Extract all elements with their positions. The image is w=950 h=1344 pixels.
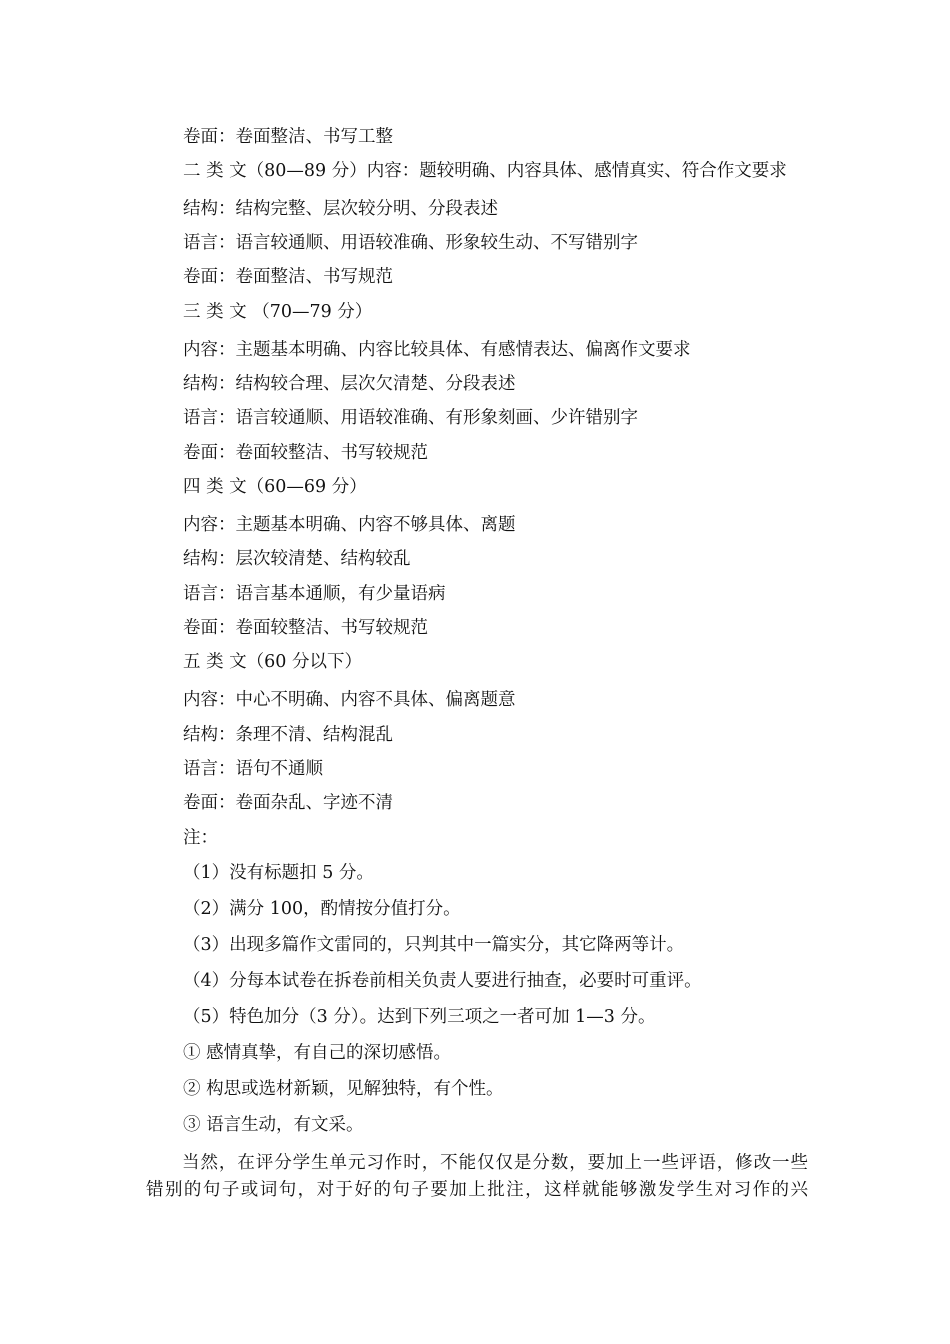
text-line: （4）分每本试卷在拆卷前相关负责人要进行抽查，必要时可重评。: [183, 971, 702, 991]
text-line: 内容：中心不明确、内容不具体、偏离题意: [183, 690, 516, 710]
text-line: （2）满分 100，酌情按分值打分。: [183, 899, 461, 919]
text-line: （3）出现多篇作文雷同的，只判其中一篇实分，其它降两等计。: [183, 935, 685, 955]
text-line: 卷面：卷面整洁、书写工整: [183, 127, 393, 147]
text-line: （5）特色加分（3 分）。达到下列三项之一者可加 1—3 分。: [183, 1007, 656, 1027]
text-line: 四 类 文（60—69 分）: [183, 477, 367, 497]
text-line: 语言：语句不通顺: [183, 759, 323, 779]
text-line: 结构：层次较清楚、结构较乱: [183, 549, 411, 569]
text-line: 五 类 文（60 分以下）: [183, 652, 362, 672]
text-line: 结构：结构较合理、层次欠清楚、分段表述: [183, 374, 516, 394]
text-line: 结构：结构完整、层次较分明、分段表述: [183, 199, 498, 219]
text-line: 三 类 文 （70—79 分）: [183, 302, 373, 322]
text-line: 语言：语言较通顺、用语较准确、形象较生动、不写错别字: [183, 233, 638, 253]
text-line: ③ 语言生动，有文采。: [183, 1115, 364, 1135]
closing-paragraph-line-2: 错别的句子或词句，对于好的句子要加上批注，这样就能够激发学生对习作的兴: [146, 1180, 808, 1200]
text-line: 语言：语言基本通顺，有少量语病: [183, 584, 446, 604]
text-line: ② 构思或选材新颖，见解独特，有个性。: [183, 1079, 504, 1099]
text-line: 内容：主题基本明确、内容不够具体、离题: [183, 515, 516, 535]
text-line: 卷面：卷面杂乱、字迹不清: [183, 793, 393, 813]
text-line: 结构：条理不清、结构混乱: [183, 725, 393, 745]
text-line: 卷面：卷面较整洁、书写较规范: [183, 443, 428, 463]
text-line: 二 类 文（80—89 分）内容：题较明确、内容具体、感情真实、符合作文要求: [183, 161, 787, 181]
text-line: 卷面：卷面整洁、书写规范: [183, 267, 393, 287]
text-line: 内容：主题基本明确、内容比较具体、有感情表达、偏离作文要求: [183, 340, 691, 360]
text-line: 注：: [183, 828, 218, 848]
closing-paragraph-line-1: 当然，在评分学生单元习作时，不能仅仅是分数，要加上一些评语，修改一些: [182, 1153, 808, 1173]
text-line: 卷面：卷面较整洁、书写较规范: [183, 618, 428, 638]
text-line: （1）没有标题扣 5 分。: [183, 863, 374, 883]
text-line: 语言：语言较通顺、用语较准确、有形象刻画、少许错别字: [183, 408, 638, 428]
text-line: ① 感情真挚，有自己的深切感悟。: [183, 1043, 452, 1063]
